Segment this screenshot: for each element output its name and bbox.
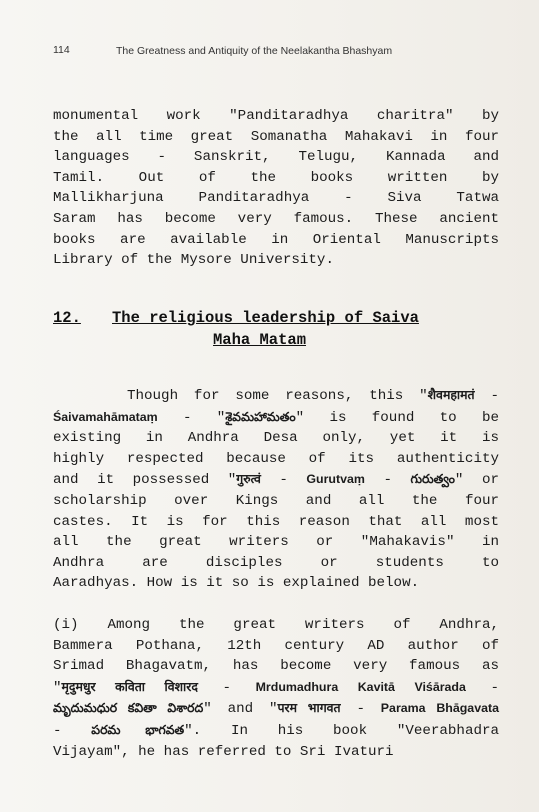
paragraph-line: Tamil. Out of the books written by [53, 169, 499, 186]
paragraph-line: the all time great Somanatha Mahakavi in four [53, 128, 499, 145]
paragraph-line: (i) Among the great writers of Andhra, [53, 617, 499, 633]
paragraph-line: Vijayam", he has referred to Sri Ivaturi [53, 743, 394, 760]
running-title: The Greatness and Antiquity of the Neelakantha Bhashyam [116, 45, 393, 57]
paragraph-line: existing in Andhra Desa only, yet it is [53, 430, 499, 447]
paragraph-3 [53, 615, 499, 762]
paragraph-line: Library of the Mysore University. [53, 252, 334, 269]
paragraph-line: and it possessed "गुरुत्वं - Gurutvaṃ - గురుత్వం" or [53, 472, 499, 489]
paragraph-line: మృదుమధుర కవితా విశారద" and "परम भागवत - Parama Bhāgavata [53, 701, 499, 718]
paragraph-line: "मृदुमधुर कविता विशारद - Mrdumadhura Kavitā Viśārada - [53, 679, 499, 696]
paragraph-line: highly respected because of its authenticity [53, 450, 499, 467]
paragraph-line: monumental work "Panditaradhya charitra" by [53, 108, 499, 124]
paragraph-line: books are available in Oriental Manuscripts [53, 231, 499, 248]
paragraph-line: Aaradhyas. How is it so is explained below. [53, 575, 420, 592]
paragraph-line: Śaivamahāmataṃ - "శైవమహామతం" is found to be [53, 409, 499, 426]
paragraph-line: Mallikharjuna Panditaradhya - Siva Tatwa [53, 190, 499, 207]
paragraph-2 [53, 385, 499, 594]
paragraph-line: Though for some reasons, this "शैवमहामतं - [127, 388, 499, 404]
paragraph-line: Saram has become very famous. These ancient [53, 210, 499, 227]
section-number: 12. [53, 309, 81, 327]
paragraph-line: castes. It is for this reason that all most [53, 513, 499, 530]
paragraph-1 [53, 106, 499, 271]
paragraph-line: Bammera Pothana, 12th century AD author of [53, 637, 499, 654]
paragraph-line: Andhra are disciples or students to [53, 554, 499, 571]
paragraph-line: languages - Sanskrit, Telugu, Kannada and [53, 149, 499, 166]
section-title-line-1: The religious leadership of Saiva [112, 309, 419, 327]
section-title-line-2: Maha Matam [213, 331, 307, 349]
paragraph-line: scholarship over Kings and all the four [53, 492, 499, 509]
paragraph-line: all the great writers or "Mahakavis" in [53, 534, 499, 551]
page-number: 114 [53, 44, 70, 56]
paragraph-line: - పరమ భాగవత". In his book "Veerabhadra [53, 722, 499, 739]
paragraph-line: Srimad Bhagavatm, has become very famous as [53, 658, 499, 675]
